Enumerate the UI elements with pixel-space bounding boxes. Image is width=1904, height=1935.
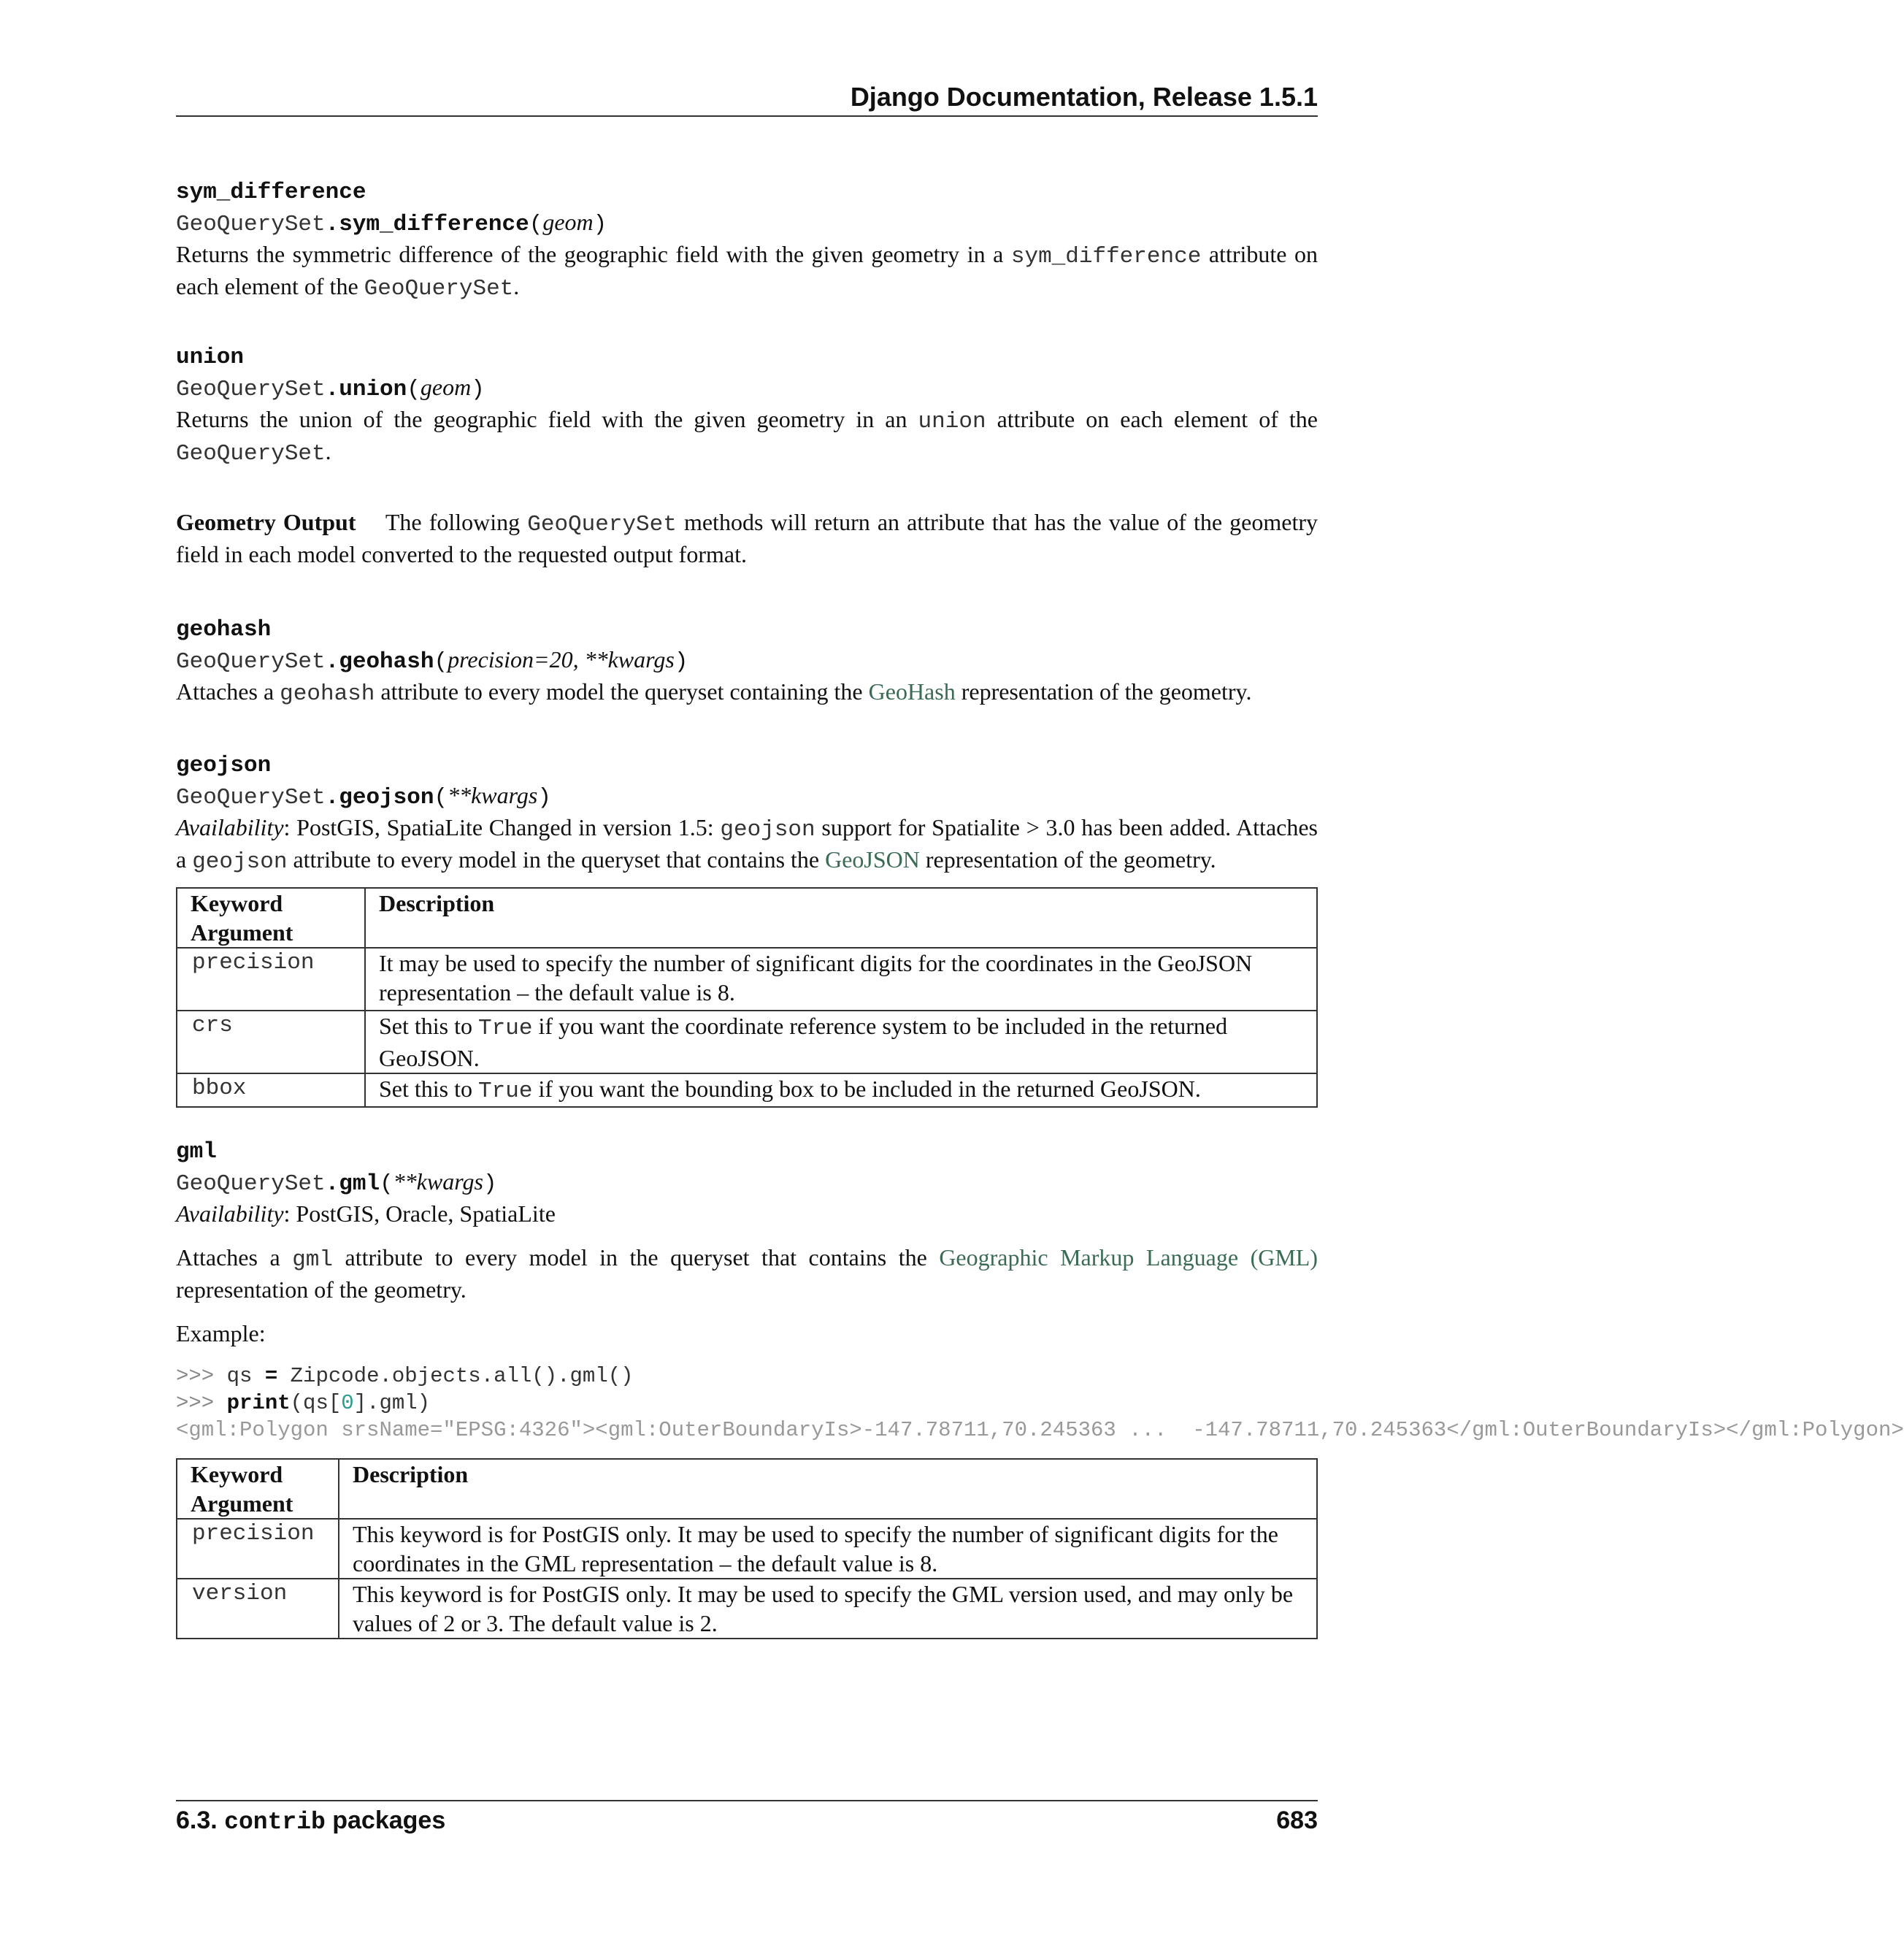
class-name: GeoQuerySet [176, 785, 326, 811]
table-header-description: Description [339, 1459, 1317, 1519]
method-description: Availability: PostGIS, SpatiaLite Changed in version 1.5: geojson support for Spatialite > 3.0 has been added. Attaches a geojson attribute to every model in the queryset that contains the GeoJSON representation of the geometry. [176, 814, 1318, 875]
section-geohash [176, 616, 1318, 709]
description-cell: Set this to True if you want the bounding box to be included in the returned GeoJSON. [365, 1073, 1317, 1107]
method-heading: geohash [176, 617, 272, 643]
method-heading: gml [176, 1139, 217, 1165]
method-signature: GeoQuerySet.gml(**kwargs) [176, 1168, 497, 1197]
gml-kwargs-table [176, 1458, 1318, 1639]
section-gml [176, 1138, 1904, 1639]
method-heading: union [176, 345, 245, 370]
section-geometry-output [176, 507, 1318, 569]
keyword-cell: crs [177, 1011, 365, 1073]
keyword-cell: bbox [177, 1073, 365, 1107]
method-args: **kwargs [448, 782, 538, 808]
method-heading: geojson [176, 753, 272, 778]
geometry-output-paragraph: Geometry Output The following GeoQuerySet methods will return an attribute that has the value of the geometry field in each model converted to the requested output format. [176, 509, 1318, 567]
example-label: Example: [176, 1320, 266, 1346]
method-heading: sym_difference [176, 180, 366, 205]
table-row [177, 1579, 1317, 1639]
class-name: GeoQuerySet [176, 649, 326, 675]
class-name: GeoQuerySet [176, 1171, 326, 1197]
method-args: geom [542, 209, 594, 235]
description-cell: Set this to True if you want the coordinate reference system to be included in the returned GeoJSON. [365, 1011, 1317, 1073]
method-signature: GeoQuerySet.sym_difference(geom) [176, 209, 607, 237]
running-header: Django Documentation, Release 1.5.1 [850, 82, 1318, 112]
section-sym-difference [176, 178, 1318, 304]
method-description: Attaches a gml attribute to every model in the queryset that contains the Geographic Markup Language (GML) representation of the geometry. [176, 1244, 1318, 1303]
method-signature: GeoQuerySet.geohash(precision=20, **kwargs) [176, 646, 688, 675]
method-signature: GeoQuerySet.union(geom) [176, 374, 485, 402]
keyword-cell: precision [177, 948, 365, 1011]
keyword-cell: version [177, 1579, 339, 1639]
method-description: Returns the union of the geographic field with the given geometry in an union attribute on each element of the GeoQuerySet. [176, 406, 1318, 467]
method-args: geom [420, 374, 472, 400]
header-rule [176, 115, 1318, 117]
footer-rule [176, 1800, 1318, 1801]
table-header-row [177, 888, 1317, 948]
table-row [177, 1519, 1317, 1579]
table-header-keyword: Keyword Argument [177, 1459, 339, 1519]
method-name: geojson [339, 785, 434, 811]
section-geojson [176, 751, 1318, 1108]
section-union [176, 343, 1318, 469]
geojson-link[interactable]: GeoJSON [825, 846, 920, 873]
gml-link[interactable]: Geographic Markup Language (GML) [939, 1244, 1318, 1271]
table-row [177, 948, 1317, 1011]
table-row [177, 1073, 1317, 1107]
class-name: GeoQuerySet [176, 377, 326, 402]
method-args: precision=20, **kwargs [448, 646, 675, 673]
method-args: **kwargs [393, 1168, 483, 1195]
description-cell: This keyword is for PostGIS only. It may be used to specify the GML version used, and may only be values of 2 or 3. The default value is 2. [339, 1579, 1317, 1639]
method-signature: GeoQuerySet.geojson(**kwargs) [176, 782, 551, 811]
code-example: >>> qs = Zipcode.objects.all().gml() >>> print(qs[0].gml) <gml:Polygon srsName="EPSG:4326"><gml:OuterBoundaryIs>-147.78711,70.245363 ... -147.78711,70.245363</gml:OuterBoundaryIs></gml:Polygon> [176, 1364, 1904, 1442]
table-header-description: Description [365, 888, 1317, 948]
method-description: Returns the symmetric difference of the geographic field with the given geometry in a sym_difference attribute on each element of the GeoQuerySet. [176, 241, 1318, 302]
method-description: Attaches a geohash attribute to every model the queryset containing the GeoHash representation of the geometry. [176, 678, 1252, 707]
keyword-cell: precision [177, 1519, 339, 1579]
method-name: union [339, 377, 407, 402]
table-header-keyword: Keyword Argument [177, 888, 365, 948]
method-name: gml [339, 1171, 380, 1197]
table-row [177, 1011, 1317, 1073]
class-name: GeoQuerySet [176, 212, 326, 237]
rubric-heading: Geometry Output [176, 509, 356, 535]
description-cell: This keyword is for PostGIS only. It may be used to specify the number of significant digits for the coordinates in the GML representation – the default value is 8. [339, 1519, 1317, 1579]
footer-section-title: 6.3. contrib packages [176, 1806, 446, 1836]
geohash-link[interactable]: GeoHash [868, 678, 956, 705]
description-cell: It may be used to specify the number of significant digits for the coordinates in the GeoJSON representation – the default value is 8. [365, 948, 1317, 1011]
method-name: sym_difference [339, 212, 529, 237]
geojson-kwargs-table [176, 887, 1318, 1108]
availability-text: Availability: PostGIS, Oracle, SpatiaLite [176, 1200, 556, 1227]
table-header-row [177, 1459, 1317, 1519]
method-name: geohash [339, 649, 434, 675]
page-number: 683 [1276, 1806, 1318, 1834]
